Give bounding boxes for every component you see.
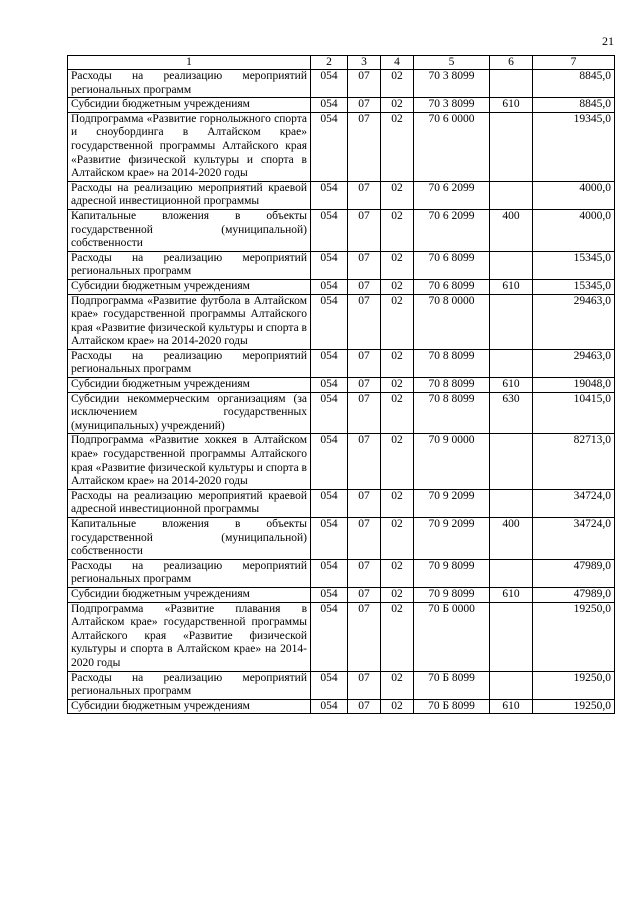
row-name-cell: Расходы на реализацию мероприятий региональных программ — [68, 70, 311, 98]
row-ministry-code-cell: 054 — [311, 587, 348, 602]
row-ministry-code-cell: 054 — [311, 181, 348, 209]
row-section-cell: 07 — [348, 209, 381, 251]
row-target-article-cell: 70 Б 0000 — [414, 602, 490, 671]
row-amount-cell: 4000,0 — [533, 209, 615, 251]
header-col-5: 5 — [414, 56, 490, 70]
table-row — [68, 518, 615, 560]
row-section-cell: 07 — [348, 489, 381, 517]
row-amount-cell: 19250,0 — [533, 699, 615, 714]
row-subsection-cell: 02 — [381, 349, 414, 377]
row-subsection-cell: 02 — [381, 378, 414, 393]
row-section-cell: 07 — [348, 251, 381, 279]
table-row — [68, 349, 615, 377]
table-row — [68, 699, 615, 714]
table-row — [68, 671, 615, 699]
row-ministry-code-cell: 054 — [311, 392, 348, 434]
row-ministry-code-cell: 054 — [311, 489, 348, 517]
row-name-cell: Расходы на реализацию мероприятий краевой адресной инвестиционной программы — [68, 489, 311, 517]
row-amount-cell: 15345,0 — [533, 279, 615, 294]
row-expense-type-cell — [490, 181, 533, 209]
row-amount-cell: 19345,0 — [533, 112, 615, 181]
row-target-article-cell: 70 9 2099 — [414, 518, 490, 560]
row-target-article-cell: 70 9 0000 — [414, 434, 490, 489]
row-section-cell: 07 — [348, 671, 381, 699]
row-name-cell: Подпрограмма «Развитие плавания в Алтайском крае» государственной программы Алтайского края «Развитие физической культуры и спорта в Алтайском крае» на 2014-2020 годы — [68, 602, 311, 671]
row-name-cell: Расходы на реализацию мероприятий региональных программ — [68, 559, 311, 587]
table-row — [68, 392, 615, 434]
row-expense-type-cell — [490, 559, 533, 587]
row-section-cell: 07 — [348, 378, 381, 393]
row-ministry-code-cell: 054 — [311, 699, 348, 714]
row-expense-type-cell — [490, 70, 533, 98]
row-target-article-cell: 70 9 2099 — [414, 489, 490, 517]
row-ministry-code-cell: 054 — [311, 349, 348, 377]
table-row — [68, 251, 615, 279]
row-section-cell: 07 — [348, 349, 381, 377]
row-name-cell: Субсидии бюджетным учреждениям — [68, 378, 311, 393]
row-expense-type-cell: 610 — [490, 699, 533, 714]
row-subsection-cell: 02 — [381, 112, 414, 181]
header-col-2: 2 — [311, 56, 348, 70]
row-target-article-cell: 70 9 8099 — [414, 587, 490, 602]
table-row — [68, 279, 615, 294]
table-row — [68, 112, 615, 181]
row-name-cell: Подпрограмма «Развитие футбола в Алтайском крае» государственной программы Алтайского края «Развитие физической культуры и спорта в Алтайском крае» на 2014-2020 годы — [68, 294, 311, 349]
row-target-article-cell: 70 8 8099 — [414, 392, 490, 434]
row-amount-cell: 4000,0 — [533, 181, 615, 209]
row-ministry-code-cell: 054 — [311, 251, 348, 279]
table-row — [68, 70, 615, 98]
row-section-cell: 07 — [348, 392, 381, 434]
row-name-cell: Субсидии бюджетным учреждениям — [68, 279, 311, 294]
row-expense-type-cell — [490, 434, 533, 489]
row-subsection-cell: 02 — [381, 70, 414, 98]
row-target-article-cell: 70 3 8099 — [414, 98, 490, 113]
row-expense-type-cell: 610 — [490, 98, 533, 113]
page-number: 21 — [602, 34, 614, 48]
row-subsection-cell: 02 — [381, 602, 414, 671]
table-row — [68, 489, 615, 517]
row-ministry-code-cell: 054 — [311, 378, 348, 393]
row-target-article-cell: 70 6 8099 — [414, 279, 490, 294]
row-target-article-cell: 70 6 8099 — [414, 251, 490, 279]
row-subsection-cell: 02 — [381, 434, 414, 489]
row-expense-type-cell: 630 — [490, 392, 533, 434]
row-subsection-cell: 02 — [381, 518, 414, 560]
row-name-cell: Капитальные вложения в объекты государственной (муниципальной) собственности — [68, 209, 311, 251]
row-target-article-cell: 70 Б 8099 — [414, 671, 490, 699]
row-subsection-cell: 02 — [381, 181, 414, 209]
row-amount-cell: 29463,0 — [533, 294, 615, 349]
table-row — [68, 294, 615, 349]
table-row — [68, 378, 615, 393]
header-col-1: 1 — [68, 56, 311, 70]
row-amount-cell: 47989,0 — [533, 587, 615, 602]
row-section-cell: 07 — [348, 434, 381, 489]
table-row — [68, 209, 615, 251]
row-expense-type-cell: 400 — [490, 209, 533, 251]
row-name-cell: Подпрограмма «Развитие хоккея в Алтайском крае» государственной программы Алтайского края «Развитие физической культуры и спорта в Алтайском крае» на 2014-2020 годы — [68, 434, 311, 489]
row-ministry-code-cell: 054 — [311, 294, 348, 349]
row-ministry-code-cell: 054 — [311, 671, 348, 699]
row-ministry-code-cell: 054 — [311, 279, 348, 294]
table-row — [68, 181, 615, 209]
row-name-cell: Субсидии бюджетным учреждениям — [68, 98, 311, 113]
row-ministry-code-cell: 054 — [311, 70, 348, 98]
row-expense-type-cell — [490, 602, 533, 671]
row-section-cell: 07 — [348, 294, 381, 349]
row-subsection-cell: 02 — [381, 251, 414, 279]
row-section-cell: 07 — [348, 181, 381, 209]
row-section-cell: 07 — [348, 518, 381, 560]
budget-table — [67, 55, 615, 714]
row-expense-type-cell: 610 — [490, 279, 533, 294]
row-subsection-cell: 02 — [381, 489, 414, 517]
row-name-cell: Подпрограмма «Развитие горнолыжного спорта и сноубординга в Алтайском крае» государственной программы Алтайского края «Развитие физической культуры и спорта в Алтайском крае» на 2014-2020 годы — [68, 112, 311, 181]
row-section-cell: 07 — [348, 279, 381, 294]
row-subsection-cell: 02 — [381, 699, 414, 714]
row-section-cell: 07 — [348, 70, 381, 98]
row-amount-cell: 19250,0 — [533, 671, 615, 699]
row-subsection-cell: 02 — [381, 98, 414, 113]
row-amount-cell: 15345,0 — [533, 251, 615, 279]
row-name-cell: Расходы на реализацию мероприятий региональных программ — [68, 251, 311, 279]
row-ministry-code-cell: 054 — [311, 98, 348, 113]
row-target-article-cell: 70 8 0000 — [414, 294, 490, 349]
table-row — [68, 602, 615, 671]
row-subsection-cell: 02 — [381, 671, 414, 699]
row-expense-type-cell — [490, 671, 533, 699]
row-section-cell: 07 — [348, 587, 381, 602]
row-subsection-cell: 02 — [381, 294, 414, 349]
header-col-6: 6 — [490, 56, 533, 70]
row-amount-cell: 8845,0 — [533, 70, 615, 98]
row-name-cell: Расходы на реализацию мероприятий региональных программ — [68, 349, 311, 377]
row-subsection-cell: 02 — [381, 209, 414, 251]
table-row — [68, 98, 615, 113]
header-col-3: 3 — [348, 56, 381, 70]
row-ministry-code-cell: 054 — [311, 209, 348, 251]
table-row — [68, 559, 615, 587]
row-section-cell: 07 — [348, 602, 381, 671]
row-amount-cell: 19250,0 — [533, 602, 615, 671]
row-amount-cell: 19048,0 — [533, 378, 615, 393]
row-section-cell: 07 — [348, 559, 381, 587]
row-name-cell: Расходы на реализацию мероприятий краевой адресной инвестиционной программы — [68, 181, 311, 209]
row-ministry-code-cell: 054 — [311, 434, 348, 489]
row-subsection-cell: 02 — [381, 392, 414, 434]
row-target-article-cell: 70 6 0000 — [414, 112, 490, 181]
row-expense-type-cell: 400 — [490, 518, 533, 560]
row-amount-cell: 10415,0 — [533, 392, 615, 434]
header-col-7: 7 — [533, 56, 615, 70]
row-amount-cell: 34724,0 — [533, 489, 615, 517]
row-ministry-code-cell: 054 — [311, 112, 348, 181]
table-row — [68, 587, 615, 602]
row-target-article-cell: 70 6 2099 — [414, 209, 490, 251]
row-section-cell: 07 — [348, 98, 381, 113]
row-expense-type-cell — [490, 294, 533, 349]
row-ministry-code-cell: 054 — [311, 518, 348, 560]
row-ministry-code-cell: 054 — [311, 559, 348, 587]
row-target-article-cell: 70 6 2099 — [414, 181, 490, 209]
row-expense-type-cell: 610 — [490, 378, 533, 393]
row-expense-type-cell — [490, 112, 533, 181]
table-row — [68, 434, 615, 489]
row-target-article-cell: 70 3 8099 — [414, 70, 490, 98]
table-header-row — [68, 56, 615, 70]
row-name-cell: Субсидии некоммерческим организациям (за исключением государственных (муниципальных) учреждений) — [68, 392, 311, 434]
row-name-cell: Расходы на реализацию мероприятий региональных программ — [68, 671, 311, 699]
row-section-cell: 07 — [348, 112, 381, 181]
header-col-4: 4 — [381, 56, 414, 70]
row-amount-cell: 82713,0 — [533, 434, 615, 489]
row-ministry-code-cell: 054 — [311, 602, 348, 671]
row-subsection-cell: 02 — [381, 559, 414, 587]
row-target-article-cell: 70 8 8099 — [414, 349, 490, 377]
row-amount-cell: 29463,0 — [533, 349, 615, 377]
row-name-cell: Субсидии бюджетным учреждениям — [68, 699, 311, 714]
row-target-article-cell: 70 9 8099 — [414, 559, 490, 587]
row-name-cell: Субсидии бюджетным учреждениям — [68, 587, 311, 602]
row-expense-type-cell — [490, 251, 533, 279]
row-amount-cell: 8845,0 — [533, 98, 615, 113]
row-name-cell: Капитальные вложения в объекты государственной (муниципальной) собственности — [68, 518, 311, 560]
row-subsection-cell: 02 — [381, 587, 414, 602]
row-section-cell: 07 — [348, 699, 381, 714]
row-subsection-cell: 02 — [381, 279, 414, 294]
row-amount-cell: 47989,0 — [533, 559, 615, 587]
row-expense-type-cell: 610 — [490, 587, 533, 602]
row-target-article-cell: 70 8 8099 — [414, 378, 490, 393]
row-expense-type-cell — [490, 349, 533, 377]
row-target-article-cell: 70 Б 8099 — [414, 699, 490, 714]
row-expense-type-cell — [490, 489, 533, 517]
row-amount-cell: 34724,0 — [533, 518, 615, 560]
